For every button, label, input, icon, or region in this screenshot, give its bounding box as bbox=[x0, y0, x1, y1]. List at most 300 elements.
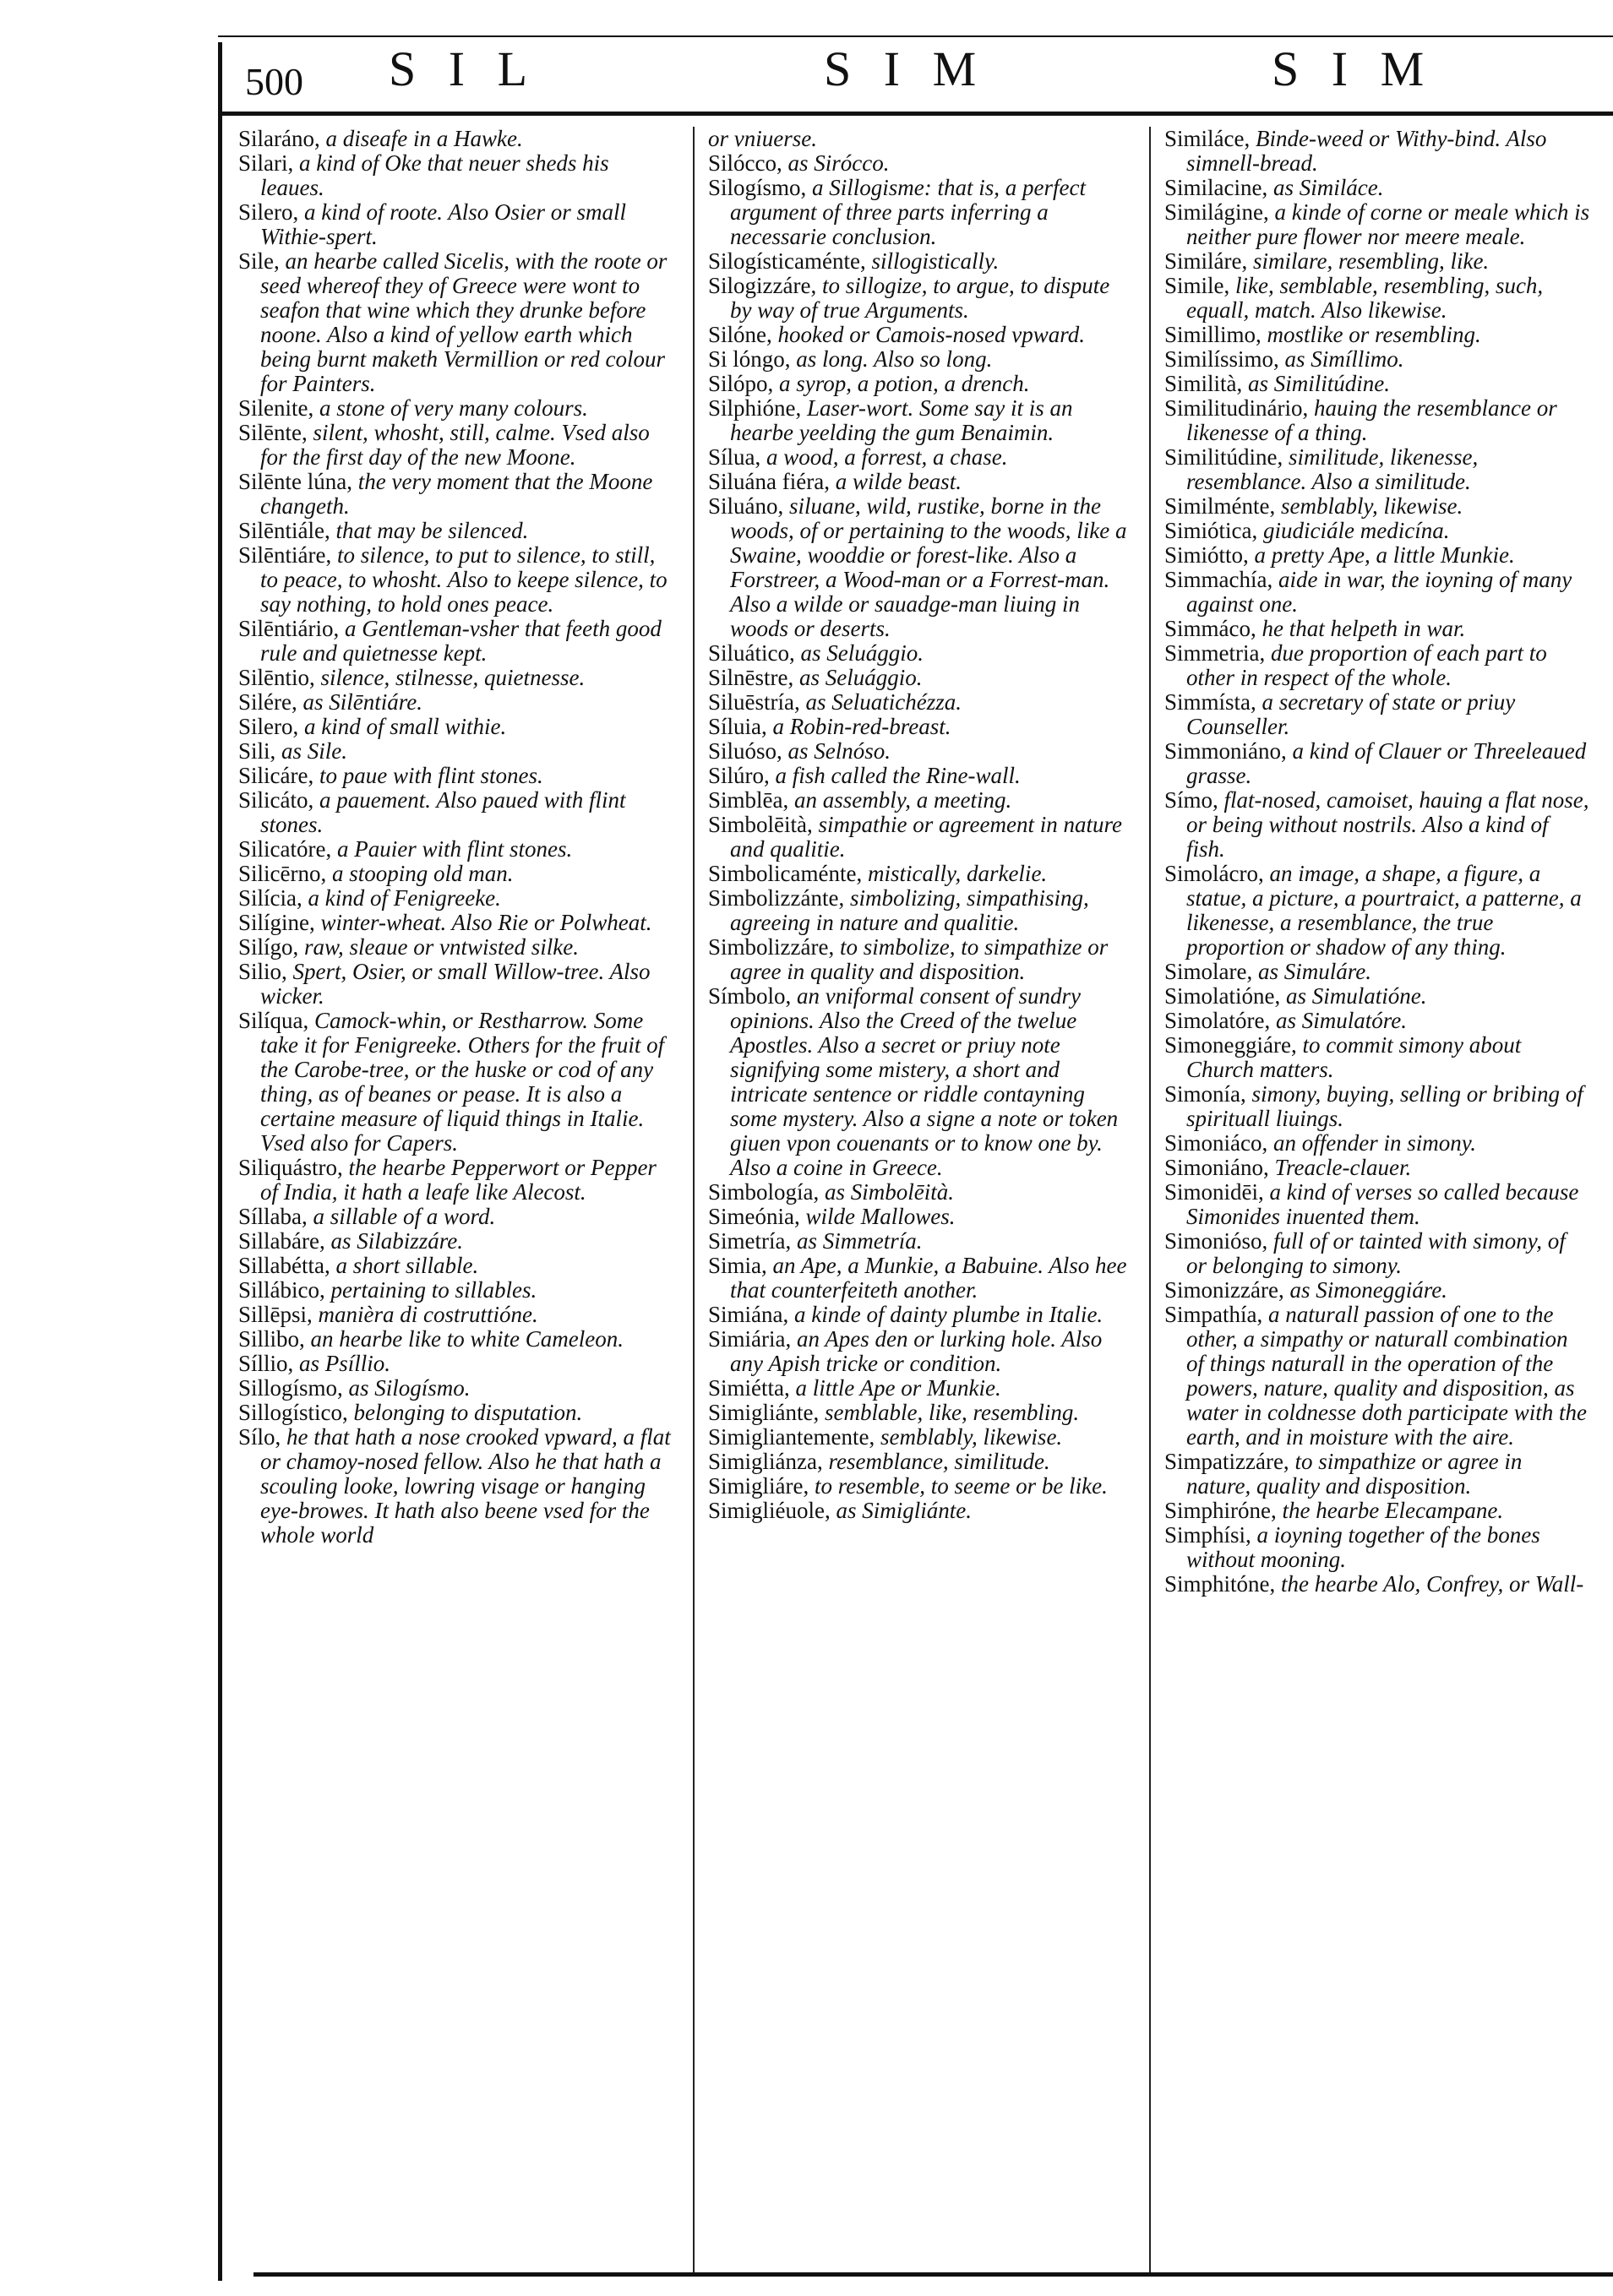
headword: Silphióne, bbox=[708, 395, 802, 421]
definition: the very moment that the Moone changeth. bbox=[260, 469, 653, 519]
definition: a fish called the Rine-wall. bbox=[775, 763, 1021, 788]
headword: Simolácro, bbox=[1164, 861, 1264, 886]
headword: Simolare, bbox=[1164, 959, 1253, 984]
headword: Sillogístico, bbox=[238, 1400, 348, 1425]
definition: winter-wheat. Also Rie or Polwheat. bbox=[320, 910, 652, 935]
headword: Simeónia, bbox=[708, 1204, 800, 1229]
dictionary-entry bbox=[708, 1303, 1135, 1327]
definition: a stone of very many colours. bbox=[319, 395, 588, 421]
dictionary-entry bbox=[238, 396, 678, 421]
dictionary-entry bbox=[708, 1401, 1135, 1425]
running-head-center: S I M bbox=[824, 41, 987, 96]
headword: Silēntio, bbox=[238, 665, 315, 690]
dictionary-entry bbox=[708, 323, 1135, 347]
header-rule bbox=[218, 112, 1613, 116]
dictionary-entry bbox=[238, 764, 678, 788]
dictionary-entry bbox=[238, 1376, 678, 1401]
dictionary-entry bbox=[1164, 249, 1591, 274]
headword: Simmetria, bbox=[1164, 640, 1266, 666]
dictionary-entry bbox=[1164, 1180, 1591, 1229]
definition: a Pauier with flint stones. bbox=[336, 836, 573, 862]
headword: Simia, bbox=[708, 1253, 767, 1278]
dictionary-column-2 bbox=[708, 127, 1135, 2272]
headword: Silēntiário, bbox=[238, 616, 340, 641]
definition: semblable, like, resembling. bbox=[825, 1400, 1080, 1425]
dictionary-entry bbox=[238, 837, 678, 862]
definition: a little Ape or Munkie. bbox=[795, 1375, 1001, 1401]
definition: to silence, to put to silence, to still, to peace, to whosht. Also to keepe silence, to say nothing, to hold ones peace. bbox=[260, 542, 668, 617]
definition: a diseafe in a Hawke. bbox=[325, 127, 523, 151]
dictionary-entry bbox=[708, 666, 1135, 690]
headword: Silero, bbox=[238, 714, 299, 739]
dictionary-entry bbox=[238, 1352, 678, 1376]
definition: aide in war, the ioyning of many against one. bbox=[1186, 567, 1572, 617]
definition: or vniuerse. bbox=[708, 127, 817, 151]
dictionary-entry bbox=[1164, 445, 1591, 494]
dictionary-entry bbox=[708, 739, 1135, 764]
dictionary-entry bbox=[238, 935, 678, 960]
headword: Similáre, bbox=[1164, 248, 1248, 274]
column-rule-2 bbox=[1149, 127, 1151, 2272]
headword: Simoneggiáre, bbox=[1164, 1032, 1297, 1058]
headword: Silio, bbox=[238, 959, 287, 984]
headword: Sillogísmo, bbox=[238, 1375, 343, 1401]
dictionary-entry bbox=[708, 396, 1135, 445]
dictionary-entry bbox=[708, 1474, 1135, 1499]
definition: a kinde of dainty plumbe in Italie. bbox=[794, 1302, 1103, 1327]
dictionary-entry bbox=[238, 127, 678, 151]
headword: Simpathía, bbox=[1164, 1302, 1263, 1327]
definition: a kind of small withie. bbox=[304, 714, 507, 739]
left-margin-rule bbox=[218, 42, 222, 2281]
dictionary-entry bbox=[238, 1401, 678, 1425]
headword: Sillēpsi, bbox=[238, 1302, 313, 1327]
dictionary-entry bbox=[708, 347, 1135, 372]
dictionary-entry bbox=[1164, 1278, 1591, 1303]
definition: to simbolize, to simpathize or agree in quality and disposition. bbox=[730, 934, 1109, 984]
headword: Simolatóre, bbox=[1164, 1008, 1271, 1033]
dictionary-entry bbox=[708, 641, 1135, 666]
definition: to simpathize or agree in nature, quality and disposition. bbox=[1186, 1449, 1523, 1499]
definition: an Apes den or lurking hole. Also any Apish tricke or condition. bbox=[730, 1326, 1103, 1376]
definition: a secretary of state or priuy Counseller. bbox=[1186, 689, 1516, 739]
headword: Sillabétta, bbox=[238, 1253, 330, 1278]
headword: Silogizzáre, bbox=[708, 273, 817, 298]
dictionary-entry bbox=[1164, 1009, 1591, 1033]
headword: Simigliánza, bbox=[708, 1449, 823, 1474]
headword: Simphiróne, bbox=[1164, 1498, 1277, 1523]
dictionary-entry bbox=[238, 1156, 678, 1205]
headword: Simiótica, bbox=[1164, 518, 1258, 543]
definition: an hearbe like to white Cameleon. bbox=[310, 1326, 624, 1352]
dictionary-entry bbox=[708, 715, 1135, 739]
headword: Silicáre, bbox=[238, 763, 314, 788]
headword: Símbolo, bbox=[708, 983, 792, 1009]
definition: mostlike or resembling. bbox=[1267, 322, 1481, 347]
dictionary-entry bbox=[1164, 274, 1591, 323]
headword: Simillimo, bbox=[1164, 322, 1262, 347]
definition: similitude, likenesse, resemblance. Also a similitude. bbox=[1186, 444, 1479, 494]
definition: full of or tainted with simony, of or belonging to simony. bbox=[1186, 1228, 1566, 1278]
headword: Silicatóre, bbox=[238, 836, 332, 862]
definition: due proportion of each part to other in respect of the whole. bbox=[1186, 640, 1547, 690]
headword: Silúro, bbox=[708, 763, 770, 788]
definition: as Simuláre. bbox=[1257, 959, 1371, 984]
dictionary-entry bbox=[1164, 1082, 1591, 1131]
definition: as Simoneggiáre. bbox=[1289, 1277, 1447, 1303]
dictionary-entry bbox=[238, 421, 678, 470]
dictionary-entry bbox=[708, 1425, 1135, 1450]
definition: a Gentleman-vsher that feeth good rule and quietnesse kept. bbox=[260, 616, 662, 666]
definition: a Robin-red-breast. bbox=[772, 714, 951, 739]
definition: as Simíllimo. bbox=[1284, 346, 1404, 372]
headword: Silícia, bbox=[238, 885, 302, 911]
headword: Similità, bbox=[1164, 371, 1243, 396]
dictionary-entry bbox=[238, 739, 678, 764]
dictionary-entry bbox=[238, 1278, 678, 1303]
definition: an vniformal consent of sundry opinions. Also the Creed of the twelue Apostles. Also a secret or priuy note signifying some mistery, a short and intricate sentence or riddle contayning some mystery. Also a signe a note or token giuen vpon couenants or to know one by. Also a coine in Greece. bbox=[730, 983, 1119, 1180]
headword: Silaráno, bbox=[238, 127, 320, 151]
definition: hauing the resemblance or likenesse of a thing. bbox=[1186, 395, 1557, 445]
dictionary-entry bbox=[238, 1327, 678, 1352]
headword: Simigliantemente, bbox=[708, 1424, 875, 1450]
definition: as Simigliánte. bbox=[836, 1498, 972, 1523]
headword: Simolatióne, bbox=[1164, 983, 1281, 1009]
headword: Siluático, bbox=[708, 640, 795, 666]
definition: resemblance, similitude. bbox=[828, 1449, 1050, 1474]
dictionary-entry bbox=[1164, 739, 1591, 788]
dictionary-entry bbox=[1164, 984, 1591, 1009]
headword: Siluóso, bbox=[708, 738, 782, 764]
headword: Sillabáre, bbox=[238, 1228, 325, 1254]
headword: Simile, bbox=[1164, 273, 1230, 298]
definition: mistically, darkelie. bbox=[867, 861, 1048, 886]
definition: like, semblable, resembling, such, equall, match. Also likewise. bbox=[1186, 273, 1544, 323]
dictionary-entry bbox=[708, 1229, 1135, 1254]
dictionary-entry bbox=[238, 151, 678, 200]
dictionary-entry bbox=[708, 494, 1135, 641]
headword: Silenite, bbox=[238, 395, 314, 421]
dictionary-entry bbox=[708, 690, 1135, 715]
dictionary-entry bbox=[1164, 176, 1591, 200]
definition: as Seluággio. bbox=[800, 640, 924, 666]
definition: manièra di costruttióne. bbox=[318, 1302, 538, 1327]
definition: a kind of Fenigreeke. bbox=[308, 885, 501, 911]
definition: an hearbe called Sicelis, with the roote or seed whereof they of Greece were wont to seafon that wine which they drunke before noone. Also a kind of yellow earth which being burnt maketh Vermillion or red colour for Painters. bbox=[260, 248, 668, 396]
dictionary-entry bbox=[238, 911, 678, 935]
headword: Si lóngo, bbox=[708, 346, 791, 372]
definition: silent, whosht, still, calme. Vsed also for the first day of the new Moone. bbox=[260, 420, 650, 470]
definition: a kinde of corne or meale which is neither pure flower nor meere meale. bbox=[1186, 199, 1590, 249]
definition: a short sillable. bbox=[335, 1253, 479, 1278]
definition: the hearbe Alo, Confrey, or Wall- bbox=[1281, 1571, 1584, 1597]
headword: Simigliéuole, bbox=[708, 1498, 831, 1523]
headword: Silnēstre, bbox=[708, 665, 794, 690]
headword: Simbolicaménte, bbox=[708, 861, 863, 886]
definition: siluane, wild, rustike, borne in the woods, of or pertaining to the woods, like a Swaine, wooddie or forest-like. Also a Forstreer, a Wood-man or a Forrest-man. Also a wilde or sauadge-man liuing in woods or deserts. bbox=[730, 493, 1127, 641]
definition: a Sillogisme: that is, a perfect argument of three parts inferring a necessarie conclusion. bbox=[730, 175, 1086, 249]
dictionary-entry bbox=[1164, 641, 1591, 690]
dictionary-entry bbox=[238, 1205, 678, 1229]
headword: Sillábico, bbox=[238, 1277, 325, 1303]
definition: Binde-weed or Withy-bind. Also simnell-bread. bbox=[1186, 127, 1547, 176]
headword: Silére, bbox=[238, 689, 297, 715]
dictionary-entry bbox=[1164, 396, 1591, 445]
definition: as Psíllio. bbox=[299, 1351, 391, 1376]
definition: as Silogísmo. bbox=[348, 1375, 471, 1401]
definition: a naturall passion of one to the other, a simpathy or naturall combination of things naturall in the operation of the powers, nature, quality and disposition, as water in coldnesse doth participate with the earth, and in moisture with the aire. bbox=[1186, 1302, 1587, 1450]
dictionary-entry bbox=[238, 249, 678, 396]
definition: as Similitúdine. bbox=[1248, 371, 1391, 396]
headword: Silígo, bbox=[238, 934, 299, 960]
dictionary-entry bbox=[238, 690, 678, 715]
headword: Simmoniáno, bbox=[1164, 738, 1287, 764]
definition: the hearbe Elecampane. bbox=[1282, 1498, 1504, 1523]
headword: Simonióso, bbox=[1164, 1228, 1268, 1254]
headword: Silogísticaménte, bbox=[708, 248, 866, 274]
dictionary-entry bbox=[708, 1205, 1135, 1229]
headword: Sílo, bbox=[238, 1424, 281, 1450]
dictionary-entry bbox=[238, 1303, 678, 1327]
definition: as Simulatióne. bbox=[1286, 983, 1427, 1009]
headword: Siluána fiéra, bbox=[708, 469, 830, 494]
dictionary-entry bbox=[238, 715, 678, 739]
dictionary-entry bbox=[708, 1376, 1135, 1401]
dictionary-entry bbox=[708, 862, 1135, 886]
definition: as Simmetría. bbox=[796, 1228, 923, 1254]
definition: an offender in simony. bbox=[1273, 1130, 1476, 1156]
dictionary-entry bbox=[708, 249, 1135, 274]
definition: as Simbolēità. bbox=[825, 1179, 955, 1205]
headword: Silēntiále, bbox=[238, 518, 330, 543]
headword: Simoniáno, bbox=[1164, 1155, 1269, 1180]
definition: to commit simony about Church matters. bbox=[1186, 1032, 1522, 1082]
headword: Simoniáco, bbox=[1164, 1130, 1268, 1156]
dictionary-entry bbox=[708, 813, 1135, 862]
definition: a kind of verses so called because Simonides inuented them. bbox=[1186, 1179, 1579, 1229]
dictionary-entry bbox=[708, 984, 1135, 1180]
definition: pertaining to sillables. bbox=[330, 1277, 537, 1303]
headword: Simphísi, bbox=[1164, 1522, 1251, 1548]
definition: as Sirócco. bbox=[787, 150, 890, 176]
dictionary-entry bbox=[708, 886, 1135, 935]
definition: a ioyning together of the bones without mooning. bbox=[1186, 1522, 1540, 1572]
definition: a stooping old man. bbox=[331, 861, 514, 886]
dictionary-entry bbox=[1164, 200, 1591, 249]
definition: as Seluatichézza. bbox=[805, 689, 962, 715]
dictionary-entry bbox=[1164, 543, 1591, 568]
definition: he that hath a nose crooked vpward, a flat or chamoy-nosed fellow. Also he that hath a scouling looke, lowring visage or hanging eye-browes. It hath also beene vsed for the whole world bbox=[260, 1424, 671, 1548]
definition: as Sile. bbox=[281, 738, 348, 764]
dictionary-entry bbox=[708, 445, 1135, 470]
headword: Similitúdine, bbox=[1164, 444, 1283, 470]
dictionary-entry bbox=[1164, 568, 1591, 617]
definition: the hearbe Pepperwort or Pepper of India, it hath a leafe like Alecost. bbox=[260, 1155, 657, 1205]
headword: Silero, bbox=[238, 199, 299, 225]
definition: belonging to disputation. bbox=[353, 1400, 583, 1425]
headword: Simphitóne, bbox=[1164, 1571, 1276, 1597]
dictionary-entry bbox=[1164, 372, 1591, 396]
dictionary-entry bbox=[1164, 494, 1591, 519]
definition: as Simulatóre. bbox=[1275, 1008, 1407, 1033]
definition: Treacle-clauer. bbox=[1274, 1155, 1412, 1180]
headword: Similacine, bbox=[1164, 175, 1268, 200]
definition: a wood, a forrest, a chase. bbox=[766, 444, 1008, 470]
definition: a pretty Ape, a little Munkie. bbox=[1254, 542, 1515, 568]
definition: semblably, likewise. bbox=[1281, 493, 1463, 519]
definition: a kind of roote. Also Osier or small Withie-spert. bbox=[260, 199, 627, 249]
definition: as Similáce. bbox=[1272, 175, 1384, 200]
definition: raw, sleaue or vntwisted silke. bbox=[304, 934, 579, 960]
headword: Siluáno, bbox=[708, 493, 784, 519]
headword: Simbolizzáre, bbox=[708, 934, 835, 960]
dictionary-entry bbox=[1164, 788, 1591, 862]
definition: giudiciále medicína. bbox=[1263, 518, 1450, 543]
headword: Simiána, bbox=[708, 1302, 789, 1327]
definition: Laser-wort. Some say it is an hearbe yeelding the gum Benaimin. bbox=[730, 395, 1073, 445]
headword: Síluia, bbox=[708, 714, 767, 739]
headword: Silari, bbox=[238, 150, 294, 176]
dictionary-entry bbox=[238, 666, 678, 690]
definition: similare, resembling, like. bbox=[1252, 248, 1490, 274]
dictionary-entry bbox=[708, 470, 1135, 494]
headword: Siluēstría, bbox=[708, 689, 800, 715]
dictionary-entry bbox=[1164, 1303, 1591, 1450]
dictionary-entry bbox=[708, 1450, 1135, 1474]
definition: sillogistically. bbox=[871, 248, 1000, 274]
dictionary-entry bbox=[238, 862, 678, 886]
dictionary-entry bbox=[1164, 617, 1591, 641]
definition: silence, stilnesse, quietnesse. bbox=[320, 665, 586, 690]
dictionary-entry bbox=[1164, 127, 1591, 176]
dictionary-entry bbox=[238, 886, 678, 911]
dictionary-entry bbox=[238, 519, 678, 543]
definition: a kind of Clauer or Threeleaued grasse. bbox=[1186, 738, 1587, 788]
headword: Similíssimo, bbox=[1164, 346, 1279, 372]
definition: simpathie or agreement in nature and qualitie. bbox=[730, 812, 1122, 862]
definition: as Silēntiáre. bbox=[302, 689, 422, 715]
headword: Silígine, bbox=[238, 910, 315, 935]
definition: semblably, likewise. bbox=[880, 1424, 1063, 1450]
dictionary-entry bbox=[238, 788, 678, 837]
dictionary-entry bbox=[1164, 862, 1591, 960]
dictionary-entry bbox=[238, 200, 678, 249]
headword: Simigliáre, bbox=[708, 1473, 809, 1499]
definition: to resemble, to seeme or be like. bbox=[814, 1473, 1108, 1499]
page-number: 500 bbox=[245, 60, 303, 103]
dictionary-entry bbox=[1164, 1033, 1591, 1082]
headword: Sili, bbox=[238, 738, 276, 764]
definition: hooked or Camois-nosed vpward. bbox=[777, 322, 1085, 347]
dictionary-entry bbox=[1164, 1450, 1591, 1499]
headword: Simmáco, bbox=[1164, 616, 1256, 641]
headword: Silicáto, bbox=[238, 787, 314, 813]
dictionary-entry bbox=[238, 1254, 678, 1278]
definition: as Seluággio. bbox=[799, 665, 923, 690]
dictionary-entry bbox=[708, 151, 1135, 176]
headword: Silócco, bbox=[708, 150, 782, 176]
headword: Síllaba, bbox=[238, 1204, 308, 1229]
definition: an image, a shape, a figure, a statue, a picture, a pourtraict, a patterne, a likenesse, a resemblance, the true proportion or shadow of any thing. bbox=[1186, 861, 1582, 960]
headword: Simigliánte, bbox=[708, 1400, 820, 1425]
definition: as long. Also so long. bbox=[796, 346, 993, 372]
headword: Simiétta, bbox=[708, 1375, 790, 1401]
headword: Simiária, bbox=[708, 1326, 792, 1352]
definition: an assembly, a meeting. bbox=[794, 787, 1012, 813]
bottom-rule bbox=[253, 2272, 1613, 2277]
headword: Simonía, bbox=[1164, 1081, 1246, 1107]
definition: a kind of Oke that neuer sheds his leaues. bbox=[260, 150, 609, 200]
running-head-left: S I L bbox=[389, 41, 537, 96]
headword: Simmachía, bbox=[1164, 567, 1273, 592]
dictionary-entry bbox=[1164, 1499, 1591, 1523]
definition: Spert, Osier, or small Willow-tree. Also wicker. bbox=[260, 959, 651, 1009]
definition: wilde Mallowes. bbox=[805, 1204, 956, 1229]
headword: Similitudinário, bbox=[1164, 395, 1309, 421]
column-rule-1 bbox=[693, 127, 695, 2272]
dictionary-entry bbox=[1164, 519, 1591, 543]
definition: a sillable of a word. bbox=[313, 1204, 496, 1229]
dictionary-entry bbox=[238, 1229, 678, 1254]
headword: Silēnte lúna, bbox=[238, 469, 352, 494]
definition: simony, buying, selling or bribing of spirituall liuings. bbox=[1186, 1081, 1583, 1131]
headword: Simblēa, bbox=[708, 787, 789, 813]
dictionary-entry bbox=[708, 176, 1135, 249]
definition: to sillogize, to argue, to dispute by way of true Arguments. bbox=[730, 273, 1110, 323]
headword: Simiótto, bbox=[1164, 542, 1249, 568]
definition: an Ape, a Munkie, a Babuine. Also hee that counterfeiteth another. bbox=[730, 1253, 1127, 1303]
dictionary-entry bbox=[708, 788, 1135, 813]
definition: simbolizing, simpathising, agreeing in nature and qualitie. bbox=[730, 885, 1089, 935]
definition: he that helpeth in war. bbox=[1262, 616, 1466, 641]
dictionary-entry bbox=[238, 617, 678, 666]
headword: Simetría, bbox=[708, 1228, 792, 1254]
dictionary-entry bbox=[1164, 1131, 1591, 1156]
dictionary-entry bbox=[708, 764, 1135, 788]
headword: Silópo, bbox=[708, 371, 774, 396]
headword: Síllio, bbox=[238, 1351, 294, 1376]
definition: a wilde beast. bbox=[835, 469, 962, 494]
headword: Sile, bbox=[238, 248, 280, 274]
dictionary-entry bbox=[238, 1009, 678, 1156]
dictionary-column-1 bbox=[238, 127, 678, 2272]
headword: Simpatizzáre, bbox=[1164, 1449, 1289, 1474]
headword: Símo, bbox=[1164, 787, 1218, 813]
dictionary-entry bbox=[708, 372, 1135, 396]
headword: Silíqua, bbox=[238, 1008, 309, 1033]
definition: a pauement. Also paued with flint stones. bbox=[260, 787, 626, 837]
headword: Simbolēità, bbox=[708, 812, 813, 837]
dictionary-entry bbox=[708, 1180, 1135, 1205]
headword: Similménte, bbox=[1164, 493, 1276, 519]
dictionary-entry bbox=[708, 127, 1135, 151]
running-head-right: S I M bbox=[1272, 41, 1435, 96]
definition: as Silabizzáre. bbox=[330, 1228, 463, 1254]
headword: Simbología, bbox=[708, 1179, 820, 1205]
dictionary-entry bbox=[708, 274, 1135, 323]
headword: Siliquástro, bbox=[238, 1155, 343, 1180]
dictionary-entry bbox=[1164, 1156, 1591, 1180]
dictionary-entry bbox=[708, 935, 1135, 984]
definition: that may be silenced. bbox=[335, 518, 529, 543]
dictionary-entry bbox=[1164, 960, 1591, 984]
headword: Simbolizzánte, bbox=[708, 885, 845, 911]
headword: Similáce, bbox=[1164, 127, 1251, 151]
dictionary-entry bbox=[708, 1254, 1135, 1303]
definition: as Selnóso. bbox=[787, 738, 891, 764]
top-thin-rule bbox=[218, 35, 1613, 37]
headword: Simonizzáre, bbox=[1164, 1277, 1284, 1303]
